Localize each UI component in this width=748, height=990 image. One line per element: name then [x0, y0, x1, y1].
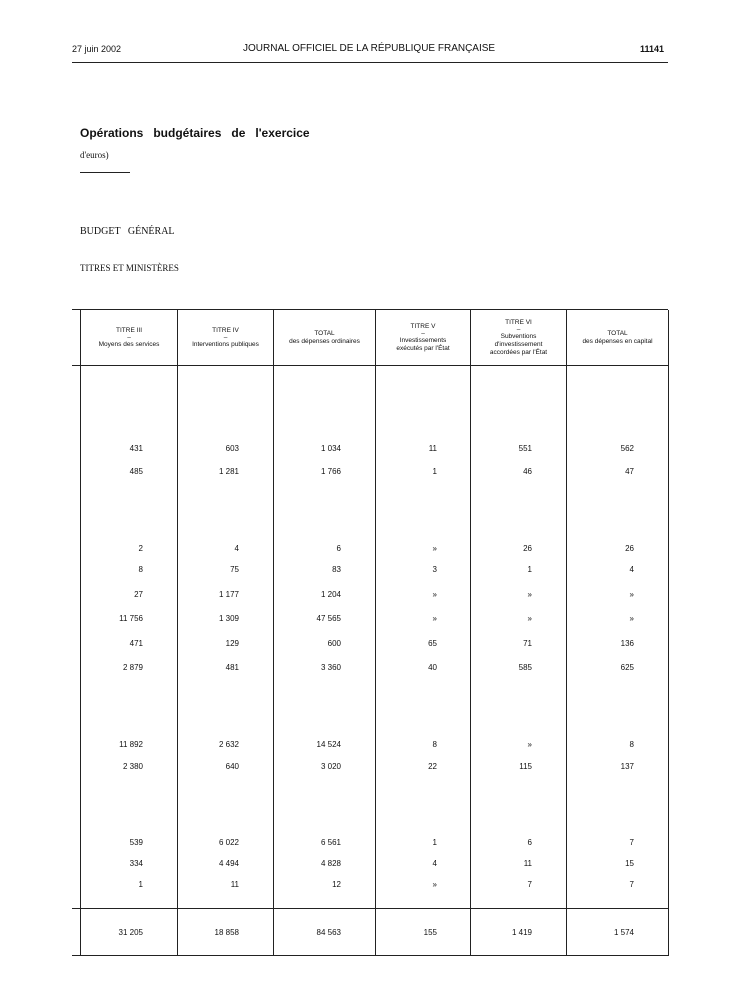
total-cell: 1 574: [613, 928, 634, 937]
table-cell: 640: [225, 762, 239, 771]
section-title: Opérations budgétaires de l'exercice: [80, 126, 310, 140]
table-cell: 4 828: [320, 859, 341, 868]
table-cell: 6 022: [218, 838, 239, 847]
table-cell: 2: [138, 544, 143, 553]
table-cell: »: [527, 740, 532, 749]
table-cell: 431: [129, 444, 143, 453]
table-cell: 2 380: [122, 762, 143, 771]
table-cell: »: [527, 614, 532, 623]
column-header-titre-iv: TITRE IV – Interventions publiques: [192, 327, 259, 348]
table-header-rule: [72, 365, 668, 366]
table-cell: 137: [620, 762, 634, 771]
table-cell: 3 020: [320, 762, 341, 771]
table-cell: 11 756: [119, 614, 143, 623]
table-cell: 65: [428, 639, 437, 648]
table-cell: 14 524: [316, 740, 341, 749]
table-cell: 75: [230, 565, 239, 574]
table-cell: 40: [428, 663, 437, 672]
table-cell: »: [432, 880, 437, 889]
total-rule: [72, 908, 668, 909]
table-top-rule: [72, 309, 668, 310]
total-cell: 1 419: [511, 928, 532, 937]
table-cell: 551: [518, 444, 532, 453]
table-cell: 1: [527, 565, 532, 574]
table-cell: 539: [129, 838, 143, 847]
table-cell: 47 565: [316, 614, 341, 623]
table-cell: 4 494: [218, 859, 239, 868]
table-cell: 8: [138, 565, 143, 574]
column-header-titre-vi: TITRE VI – Subventions d'investissement accordées par l'État: [489, 319, 548, 356]
table-cell: 1: [432, 838, 437, 847]
table-cell: »: [629, 590, 634, 599]
units-note: d'euros): [80, 150, 109, 160]
page-number: 11141: [640, 44, 665, 54]
table-bottom-rule: [72, 955, 668, 956]
table-cell: »: [432, 614, 437, 623]
table-cell: »: [527, 590, 532, 599]
table-cell: 334: [129, 859, 143, 868]
table-cell: 136: [620, 639, 634, 648]
table-cell: 15: [625, 859, 634, 868]
journal-title: JOURNAL OFFICIEL DE LA RÉPUBLIQUE FRANÇAISE: [243, 43, 496, 54]
table-cell: 22: [428, 762, 437, 771]
units-rule: [80, 172, 130, 173]
table-cell: 603: [225, 444, 239, 453]
table-cell: 600: [327, 639, 341, 648]
table-cell: 115: [519, 762, 532, 771]
table-cell: 4: [432, 859, 437, 868]
table-cell: 27: [134, 590, 143, 599]
table-cell: »: [629, 614, 634, 623]
table-cell: 71: [523, 639, 532, 648]
table-cell: 11: [230, 880, 239, 889]
column-header-titre-v: TITRE V – Investissements exécutés par l'État: [396, 323, 450, 352]
table-cell: 1 034: [320, 444, 341, 453]
table-cell: 47: [625, 467, 634, 476]
col-divider: [668, 310, 669, 956]
column-header-total-ordinaires: TOTAL des dépenses ordinaires: [289, 330, 360, 345]
table-cell: 26: [625, 544, 634, 553]
column-header-total-capital: TOTAL des dépenses en capital: [582, 330, 653, 345]
table-cell: 46: [523, 467, 532, 476]
table-cell: 1 177: [218, 590, 239, 599]
table-cell: 481: [225, 663, 239, 672]
table-cell: 7: [629, 838, 634, 847]
table-cell: 3 360: [320, 663, 341, 672]
titres-label: TITRES ET MINISTÈRES: [80, 263, 179, 273]
table-cell: 6: [527, 838, 532, 847]
header-rule: [72, 62, 668, 63]
budget-label: BUDGET GÉNÉRAL: [80, 226, 175, 237]
table-cell: 8: [629, 740, 634, 749]
header-date: 27 juin 2002: [72, 44, 122, 54]
total-cell: 31 205: [118, 928, 143, 937]
table-cell: 471: [129, 639, 143, 648]
table-cell: 585: [518, 663, 532, 672]
table-cell: 7: [527, 880, 532, 889]
table-cell: 3: [432, 565, 437, 574]
table-cell: 6: [336, 544, 341, 553]
table-cell: 1 281: [218, 467, 239, 476]
table-cell: 1 204: [320, 590, 341, 599]
table-cell: 12: [332, 880, 341, 889]
total-cell: 84 563: [316, 928, 341, 937]
table-cell: 8: [432, 740, 437, 749]
table-cell: 2 632: [218, 740, 239, 749]
table-cell: 1 309: [218, 614, 239, 623]
table-cell: 129: [225, 639, 239, 648]
table-cell: 1 766: [320, 467, 341, 476]
table-cell: 11: [428, 444, 437, 453]
table-cell: 7: [629, 880, 634, 889]
table-cell: »: [432, 590, 437, 599]
table-cell: 83: [332, 565, 341, 574]
table-cell: 1: [138, 880, 143, 889]
table-cell: 11: [523, 859, 532, 868]
table-cell: 11 892: [119, 740, 143, 749]
table-cell: »: [432, 544, 437, 553]
table-cell: 26: [523, 544, 532, 553]
table-cell: 625: [620, 663, 634, 672]
column-header-titre-iii: TITRE III – Moyens des services: [98, 327, 160, 348]
table-cell: 485: [129, 467, 143, 476]
table-cell: 562: [620, 444, 634, 453]
table-cell: 1: [432, 467, 437, 476]
table-cell: 4: [629, 565, 634, 574]
table-cell: 4: [234, 544, 239, 553]
total-cell: 18 858: [214, 928, 239, 937]
table-cell: 2 879: [122, 663, 143, 672]
table-cell: 6 561: [320, 838, 341, 847]
total-cell: 155: [423, 928, 437, 937]
